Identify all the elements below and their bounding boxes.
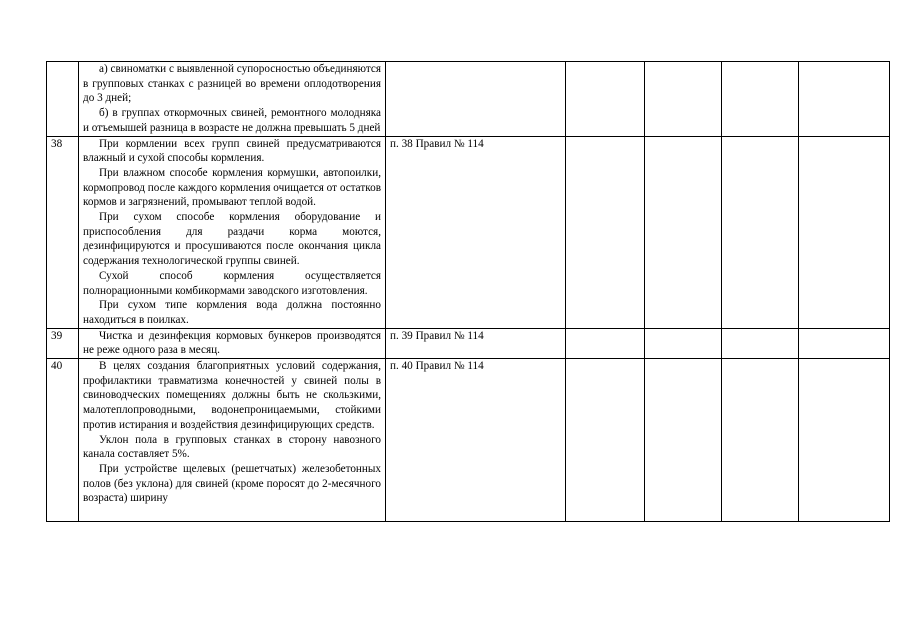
empty-cell (566, 328, 645, 358)
requirements-table (46, 61, 890, 522)
empty-cell (722, 359, 799, 522)
table-row (47, 136, 890, 328)
empty-cell (722, 136, 799, 328)
row-number: 38 (47, 136, 79, 328)
row-number (47, 62, 79, 137)
requirement-paragraph: При кормлении всех групп свиней предусматриваются влажный и сухой способы кормления. (83, 137, 381, 165)
requirement-paragraph: При устройстве щелевых (решетчатых) железобетонных полов (без уклона) для свиней (кроме поросят до 2-месячного возраста) ширину (83, 462, 381, 505)
requirement-paragraph: б) в группах откормочных свиней, ремонтного молодняка и отъемышей разница в возрасте не должна превышать 5 дней (83, 107, 381, 134)
row-number: 39 (47, 328, 79, 358)
table-row (47, 62, 890, 137)
requirement-paragraph: Чистка и дезинфекция кормовых бункеров производятся не реже одного раза в месяц. (83, 329, 381, 357)
empty-cell (566, 359, 645, 522)
table-row (47, 328, 890, 358)
requirement-paragraph: Сухой способ кормления осуществляется полнорационными комбикормами заводского изготовления. (83, 269, 381, 297)
empty-cell (722, 328, 799, 358)
empty-cell (645, 62, 722, 137)
empty-cell (645, 136, 722, 328)
legal-reference: п. 39 Правил № 114 (386, 328, 566, 358)
legal-reference: п. 38 Правил № 114 (386, 136, 566, 328)
requirement-paragraph: При сухом способе кормления оборудование и приспособления для раздачи корма моются, дезинфицируются и просушиваются после окончания цикла содержания технологической группы свиней. (83, 211, 381, 268)
requirement-text (79, 136, 386, 328)
empty-cell (799, 62, 890, 137)
requirement-paragraph: Уклон пола в групповых станках в сторону навозного канала составляет 5%. (83, 433, 381, 461)
table-row (47, 359, 890, 522)
legal-reference: п. 40 Правил № 114 (386, 359, 566, 522)
empty-cell (566, 136, 645, 328)
empty-cell (722, 62, 799, 137)
requirement-paragraph: При влажном способе кормления кормушки, автопоилки, кормопровод после каждого кормления очищается от остатков кормов и загрязнений, промывают теплой водой. (83, 166, 381, 209)
empty-cell (799, 328, 890, 358)
empty-cell (799, 359, 890, 522)
requirement-text (79, 62, 386, 137)
empty-cell (566, 62, 645, 137)
empty-cell (645, 359, 722, 522)
requirement-paragraph: При сухом типе кормления вода должна постоянно находиться в поилках. (83, 299, 381, 326)
requirement-paragraph: а) свиноматки с выявленной супоросностью объединяются в групповых станках с разницей во времени оплодотворения до 3 дней; (83, 63, 381, 105)
requirement-text (79, 359, 386, 522)
empty-cell (799, 136, 890, 328)
legal-reference (386, 62, 566, 137)
requirement-paragraph: В целях создания благоприятных условий содержания, профилактики травматизма конечностей у свиней полы в свиноводческих помещениях должны быть не скользкими, малотеплопроводными, водонепроницаемыми, стойкими против истирания и воздействия дезинфицирующих средств. (83, 360, 381, 431)
row-number: 40 (47, 359, 79, 522)
requirement-text (79, 328, 386, 358)
empty-cell (645, 328, 722, 358)
